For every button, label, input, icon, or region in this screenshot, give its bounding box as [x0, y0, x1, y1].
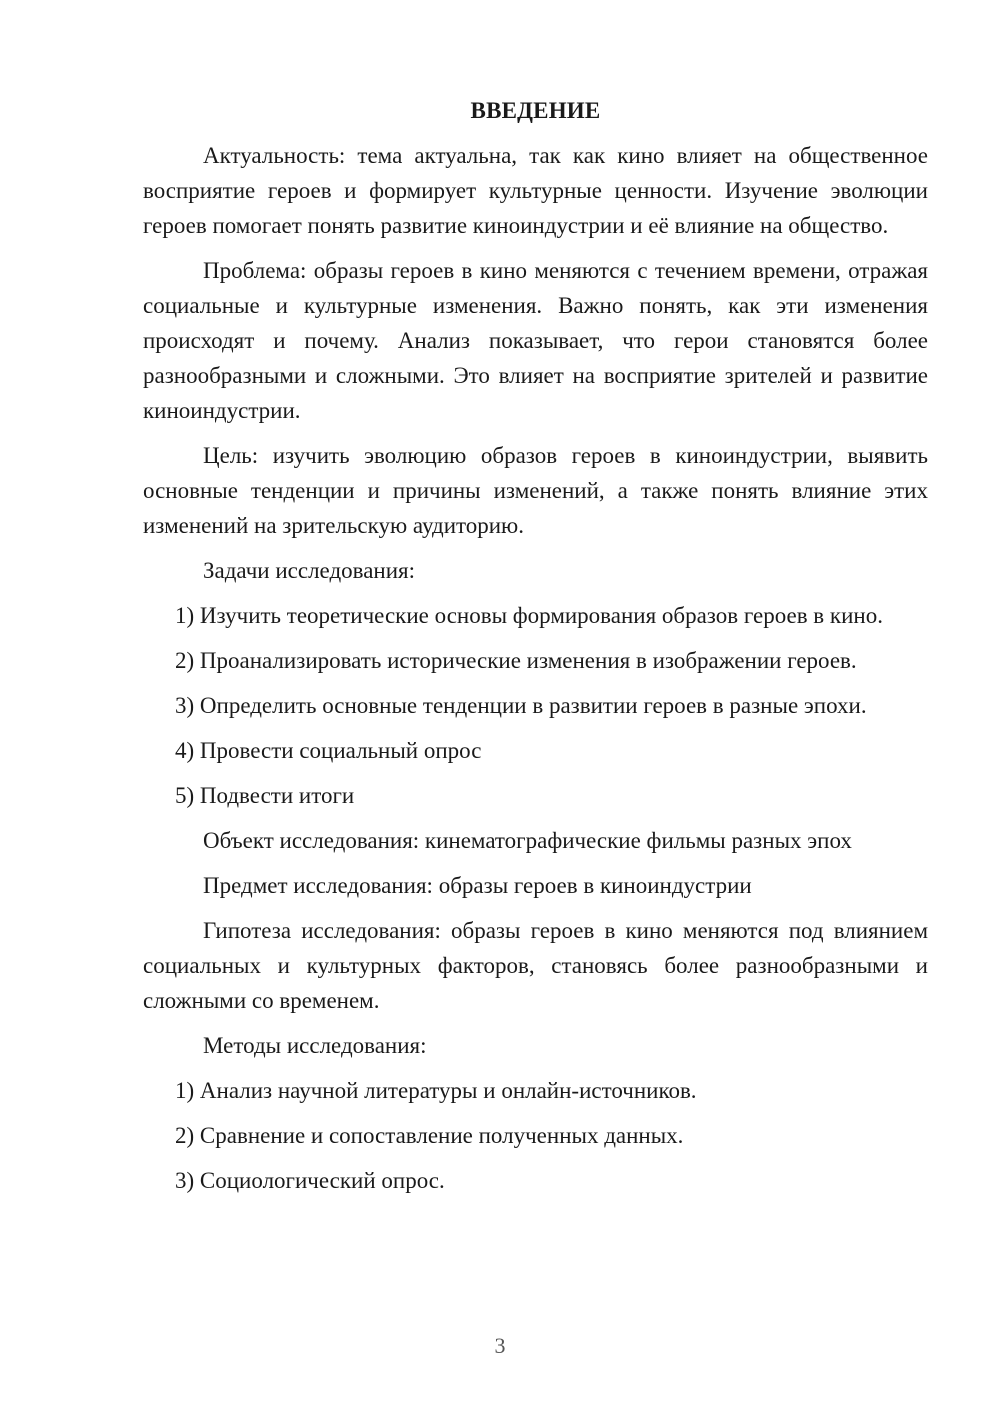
document-page	[143, 96, 928, 1208]
task-item-1: 1) Изучить теоретические основы формирования образов героев в кино.	[175, 603, 883, 628]
task-item-4: 4) Провести социальный опрос	[175, 738, 482, 763]
methods-heading: Методы исследования:	[203, 1033, 427, 1058]
task-item-3: 3) Определить основные тенденции в развитии героев в разные эпохи.	[175, 693, 867, 718]
method-item-2: 2) Сравнение и сопоставление полученных данных.	[175, 1123, 684, 1148]
method-item-1: 1) Анализ научной литературы и онлайн-источников.	[175, 1078, 697, 1103]
hypothesis-paragraph: Гипотеза исследования: образы героев в кино меняются под влиянием социальных и культурных факторов, становясь более разнообразными и сложными со временем.	[143, 918, 928, 1013]
tasks-heading: Задачи исследования:	[203, 558, 416, 583]
section-title: ВВЕДЕНИЕ	[470, 98, 601, 123]
task-item-5: 5) Подвести итоги	[175, 783, 355, 808]
object-line: Объект исследования: кинематографические фильмы разных эпох	[203, 828, 852, 853]
task-item-2: 2) Проанализировать исторические изменения в изображении героев.	[175, 648, 857, 673]
subject-line: Предмет исследования: образы героев в киноиндустрии	[203, 873, 752, 898]
relevance-paragraph: Актуальность: тема актуальна, так как кино влияет на общественное восприятие героев и формирует культурные ценности. Изучение эволюции героев помогает понять развитие киноиндустрии и её влияние на общество.	[143, 143, 928, 238]
problem-paragraph: Проблема: образы героев в кино меняются с течением времени, отражая социальные и культурные изменения. Важно понять, как эти изменения происходят и почему. Анализ показывает, что герои становятся более разнообразными и сложными. Это влияет на восприятие зрителей и развитие киноиндустрии.	[143, 258, 928, 423]
goal-paragraph: Цель: изучить эволюцию образов героев в киноиндустрии, выявить основные тенденции и причины изменений, а также понять влияние этих изменений на зрительскую аудиторию.	[143, 443, 928, 538]
page-number: 3	[494, 1333, 506, 1358]
method-item-3: 3) Социологический опрос.	[175, 1168, 445, 1193]
